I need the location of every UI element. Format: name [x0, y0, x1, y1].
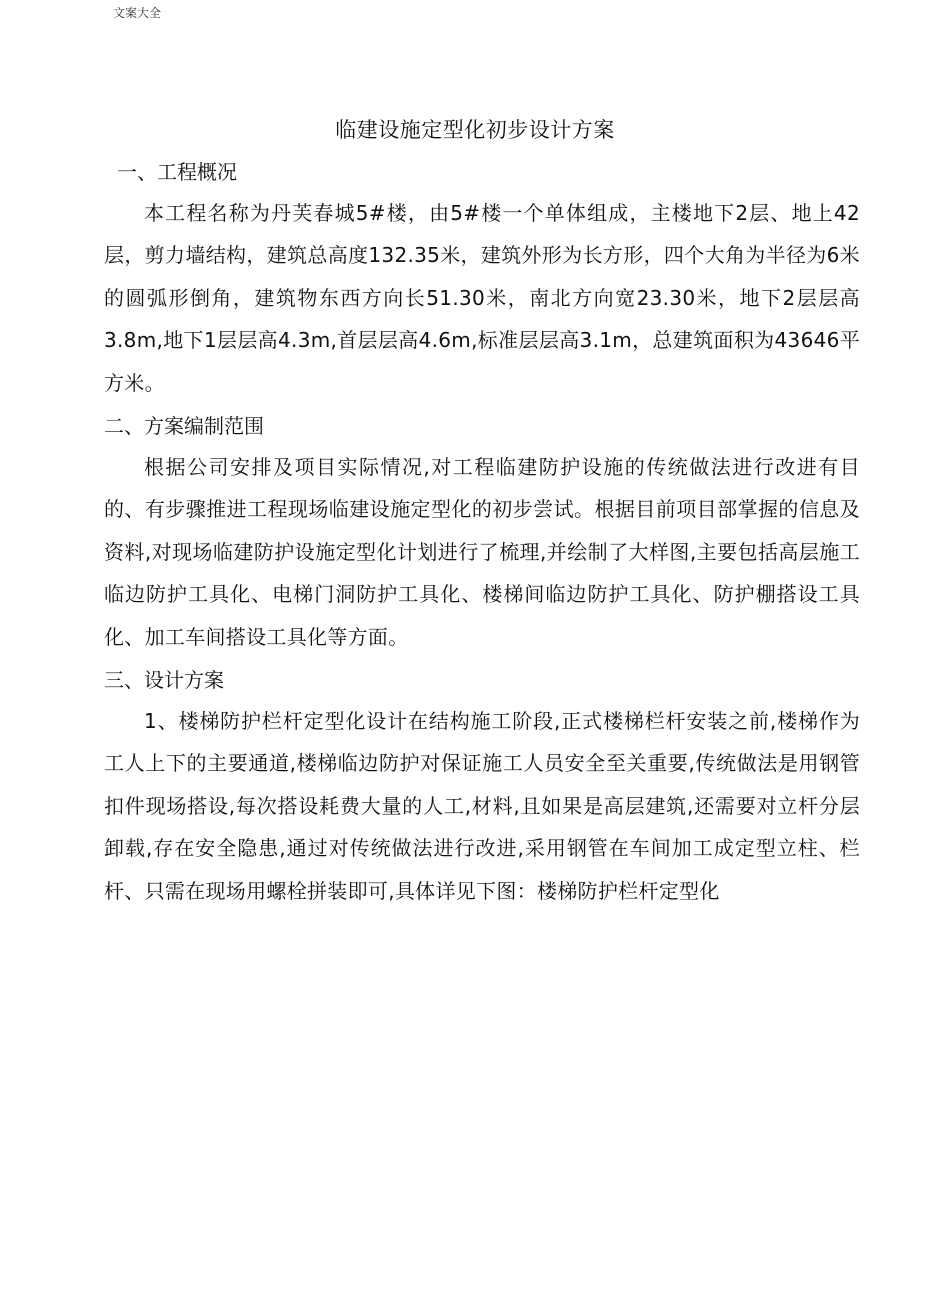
section-body-scope: 根据公司安排及项目实际情况,对工程临建防护设施的传统做法进行改进有目的、有步骤推进工程现场临建设施定型化的初步尝试。根据目前项目部掌握的信息及资料,对现场临建防护设施定型化计划进行了梳理,并绘制了大样图,主要包括高层施工临边防护工具化、电梯门洞防护工具化、楼梯间临边防护工具化、防护棚搭设工具化、加工车间搭设工具化等方面。 [104, 455, 860, 649]
section-body-design: 1、楼梯防护栏杆定型化设计在结构施工阶段,正式楼梯栏杆安装之前,楼梯作为工人上下的主要通道,楼梯临边防护对保证施工人员安全至关重要,传统做法是用钢管扣件现场搭设,每次搭设耗费大量的人工,材料,且如果是高层建筑,还需要对立杆分层卸载,存在安全隐患,通过对传统做法进行改进,采用钢管在车间加工成定型立柱、栏杆、只需在现场用螺栓拼装即可,具体详见下图：楼梯防护栏杆定型化 [104, 709, 860, 903]
section-body-overview: 本工程名称为丹芙春城5#楼，由5#楼一个单体组成，主楼地下2层、地上42层，剪力墙结构，建筑总高度132.35米，建筑外形为长方形，四个大角为半径为6米的圆弧形倒角，建筑物东西方向长51.30米，南北方向宽23.30米，地下2层层高3.8m,地下1层层高4.3m,首层层高4.6m,标准层层高3.1m，总建筑面积为43646平方米。 [104, 201, 860, 395]
header-watermark: 文案大全 [113, 6, 162, 20]
document-title: 临建设施定型化初步设计方案 [335, 118, 615, 142]
section-heading-design: 三、设计方案 [104, 668, 224, 692]
section-heading-overview: 一、工程概况 [117, 160, 237, 184]
section-heading-scope: 二、方案编制范围 [104, 414, 264, 438]
